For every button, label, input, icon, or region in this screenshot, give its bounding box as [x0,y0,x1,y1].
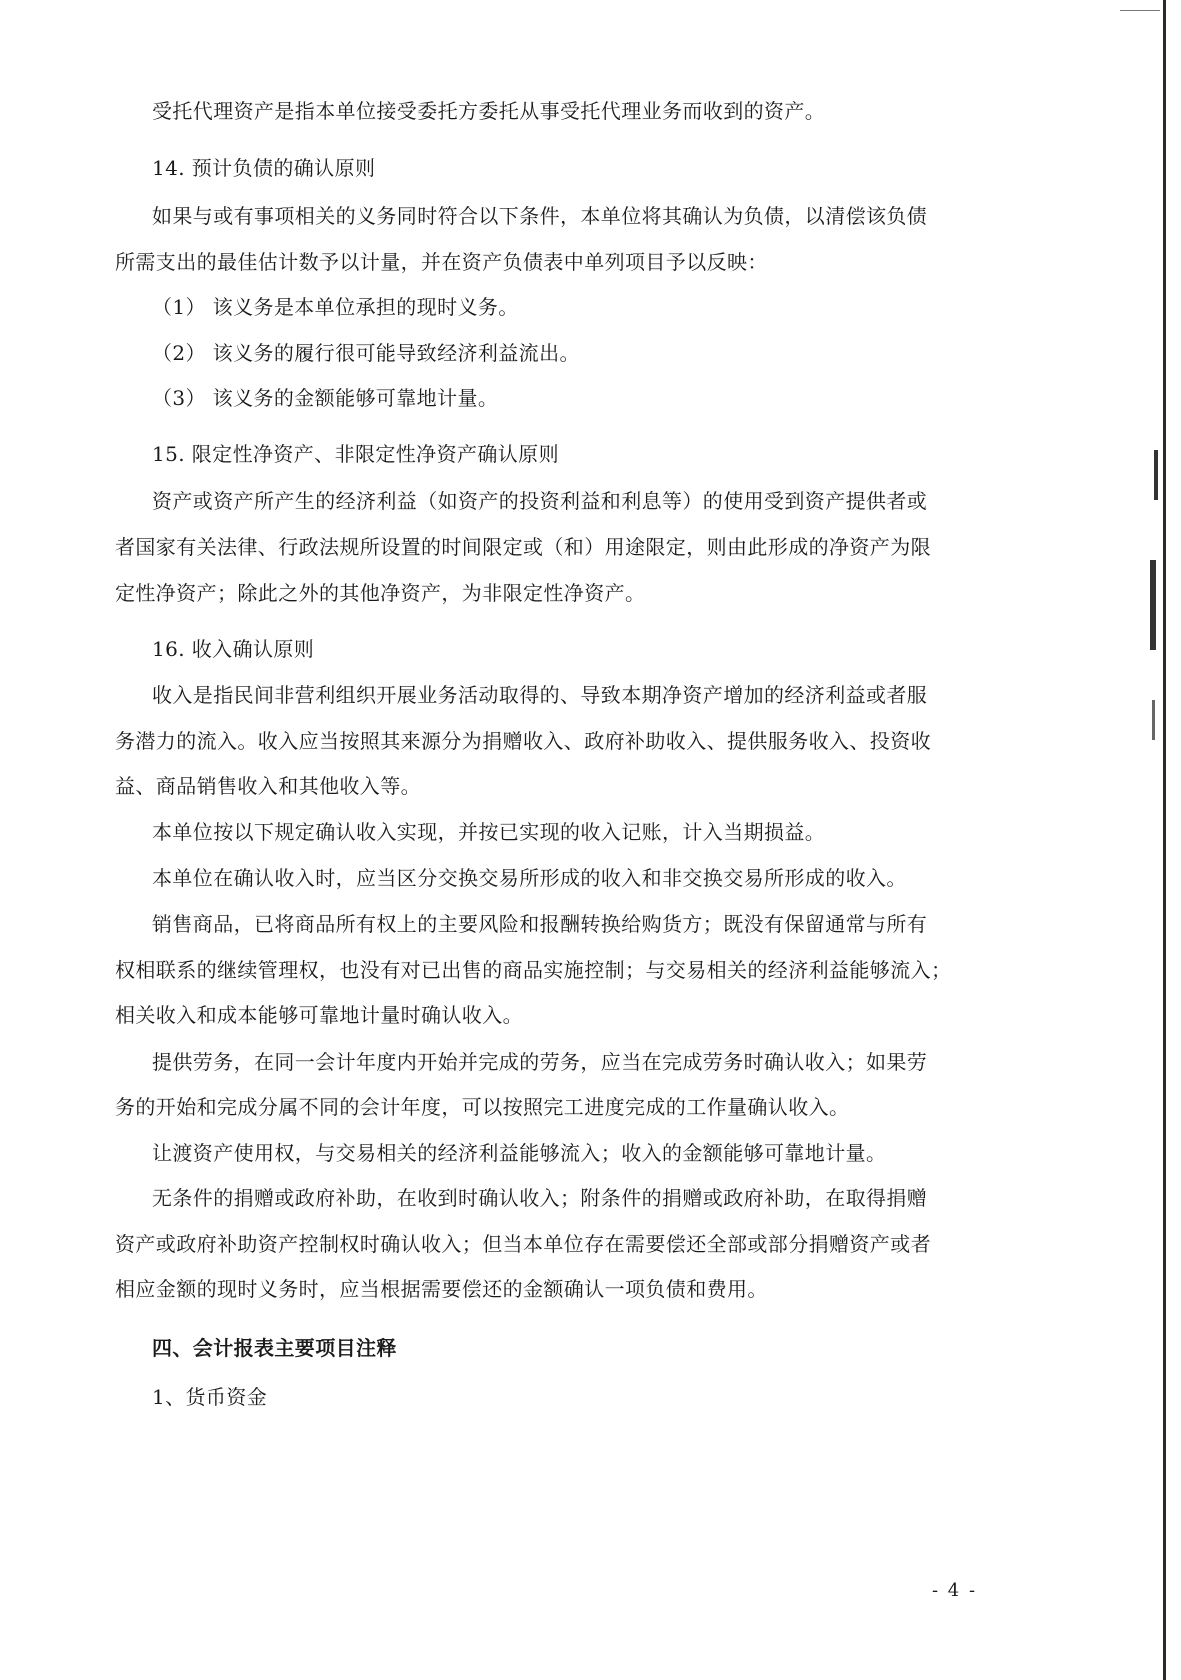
paragraph-line: 益、商品销售收入和其他收入等。 [115,774,421,798]
paragraph-line: 本单位按以下规定确认收入实现，并按已实现的收入记账，计入当期损益。 [152,820,826,844]
page-number: - 4 - [932,1580,978,1601]
paragraph-line: 本单位在确认收入时，应当区分交换交易所形成的收入和非交换交易所形成的收入。 [152,866,907,890]
section-heading-14: 14. 预计负债的确认原则 [152,156,376,180]
paragraph-line: 务的开始和完成分属不同的会计年度，可以按照完工进度完成的工作量确认收入。 [115,1095,850,1119]
paragraph-line: 收入是指民间非营利组织开展业务活动取得的、导致本期净资产增加的经济利益或者服 [152,683,928,707]
paragraph-line: 者国家有关法律、行政法规所设置的时间限定或（和）用途限定，则由此形成的净资产为限 [115,535,931,559]
paragraph-line: 资产或资产所产生的经济利益（如资产的投资利益和利息等）的使用受到资产提供者或 [152,489,928,513]
paragraph-line: 所需支出的最佳估计数予以计量，并在资产负债表中单列项目予以反映： [115,250,768,274]
paragraph-line: 销售商品，已将商品所有权上的主要风险和报酬转换给购货方；既没有保留通常与所有 [152,912,928,936]
scan-artifact [1152,700,1155,740]
list-item: （1） 该义务是本单位承担的现时义务。 [152,295,519,319]
paragraph-line: 定性净资产；除此之外的其他净资产，为非限定性净资产。 [115,581,646,605]
paragraph-line: 无条件的捐赠或政府补助，在收到时确认收入；附条件的捐赠或政府补助，在取得捐赠 [152,1186,928,1210]
list-item: （2） 该义务的履行很可能导致经济利益流出。 [152,341,580,365]
list-item: （3） 该义务的金额能够可靠地计量。 [152,386,499,410]
paragraph-line: 务潜力的流入。收入应当按照其来源分为捐赠收入、政府补助收入、提供服务收入、投资收 [115,729,931,753]
paragraph-line: 权相联系的继续管理权，也没有对已出售的商品实施控制；与交易相关的经济利益能够流入； [115,958,952,982]
paragraph-line: 受托代理资产是指本单位接受委托方委托从事受托代理业务而收到的资产。 [152,99,826,123]
section-heading-16: 16. 收入确认原则 [152,637,315,661]
scan-artifact [1120,10,1160,11]
scan-artifact [1154,450,1158,500]
paragraph-line: 资产或政府补助资产控制权时确认收入；但当本单位存在需要偿还全部或部分捐赠资产或者 [115,1232,931,1256]
paragraph-line: 相应金额的现时义务时，应当根据需要偿还的金额确认一项负债和费用。 [115,1277,768,1301]
section-heading-iv: 四、会计报表主要项目注释 [152,1336,397,1360]
subsection-heading: 1、货币资金 [152,1385,268,1409]
scan-edge-line [1163,0,1166,1680]
paragraph-line: 如果与或有事项相关的义务同时符合以下条件，本单位将其确认为负债，以清偿该负债 [152,204,928,228]
paragraph-line: 相关收入和成本能够可靠地计量时确认收入。 [115,1003,523,1027]
scan-artifact [1150,560,1156,650]
section-heading-15: 15. 限定性净资产、非限定性净资产确认原则 [152,442,559,466]
paragraph-line: 让渡资产使用权，与交易相关的经济利益能够流入；收入的金额能够可靠地计量。 [152,1141,887,1165]
paragraph-line: 提供劳务，在同一会计年度内开始并完成的劳务，应当在完成劳务时确认收入；如果劳 [152,1050,928,1074]
